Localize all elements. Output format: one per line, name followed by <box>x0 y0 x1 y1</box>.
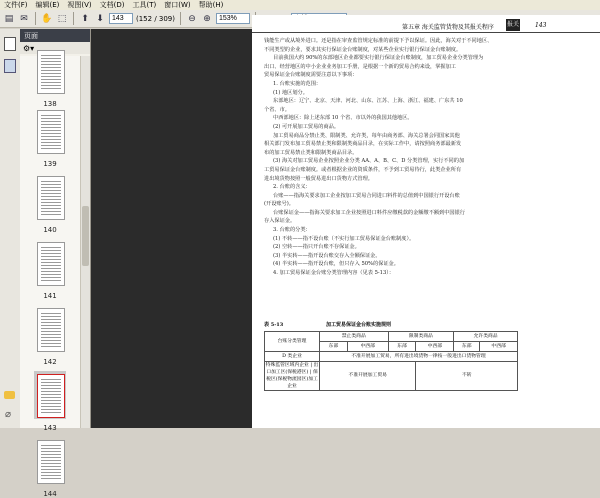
page-thumbnail[interactable] <box>37 374 65 418</box>
col-group: 禁止类商品 <box>320 332 389 342</box>
table-row-head: 台账分类管理 <box>265 332 320 352</box>
body-line: (3) 半实转——指开设台账交存入全额保证金。 <box>273 252 381 259</box>
body-line: 目前我国大约 90%的东部地区企业都要实行银行保证金台账制度，加工贸易企业分类管理为 <box>273 55 484 62</box>
body-line: 钱能生产或从境外进口。还是指在审查监管规定标准的前提下予以保证。因此，海关对于不同地区、 <box>264 38 493 44</box>
row-text: 不准开展加工贸易 <box>320 362 416 391</box>
page-number-input[interactable] <box>109 13 133 24</box>
body-line: 1. 台账实施的范围： <box>273 80 322 87</box>
navigation-strip <box>0 29 21 428</box>
menu-item[interactable]: 帮助(H) <box>198 1 224 9</box>
row-text: 不转 <box>416 362 518 391</box>
pages-panel <box>20 29 91 498</box>
sub-head: 东部 <box>388 342 416 352</box>
page-thumbnail[interactable] <box>37 242 65 286</box>
col-group: 允许类商品 <box>454 332 518 342</box>
body-line: 贸易保证金台账制度需要注意以下事项： <box>264 72 358 79</box>
page-up-icon[interactable]: ⬆ <box>81 13 89 24</box>
menu-item[interactable]: 编辑(E) <box>35 1 60 9</box>
thumbnail-label: 141 <box>43 292 57 300</box>
sub-head: 东部 <box>320 342 348 352</box>
body-line: (开设账号)。 <box>264 201 294 208</box>
body-line: 东部地区：辽宁、北京、天津、河北、山东、江苏、上海、浙江、福建、广东共 10 <box>273 98 463 105</box>
page-header <box>252 18 600 33</box>
zoom-out-icon[interactable]: ⊖ <box>188 13 196 24</box>
email-icon[interactable]: ✉ <box>20 13 28 24</box>
thumbnail-label: 139 <box>43 160 57 168</box>
page-thumbnail[interactable] <box>37 110 65 154</box>
print-icon[interactable]: ▤ <box>4 13 14 24</box>
body-line: 3. 台账的分类： <box>273 227 311 234</box>
ledger-table <box>264 331 518 391</box>
pages-panel-title: 页面 <box>24 31 38 40</box>
body-line: 台账——指海关要求加工企业按加工贸易合同进口料件的总值到中国银行开设台账 <box>273 192 460 199</box>
zoom-input[interactable] <box>216 13 250 24</box>
page-down-icon[interactable]: ⬇ <box>96 13 104 24</box>
body-line: 布的加工贸易禁止类和限制类商品目录。 <box>264 149 358 156</box>
body-line: (4) 半实转——指开设台账，但只存入 50%的保证金。 <box>273 261 399 268</box>
table-title: 加工贸易保证金台账实施规则 <box>326 322 392 328</box>
body-line: 中西部地区：除上述东部 10 个省、市以外的我国其他地区。 <box>273 115 413 122</box>
body-line: 进出境货物按照一般贸易进出口货物方式管理。 <box>264 175 373 182</box>
sub-head: 东部 <box>454 342 480 352</box>
book-logo: 报关 <box>506 19 520 31</box>
paperclip-icon[interactable]: ⌀ <box>5 409 12 420</box>
page-thumbnail[interactable] <box>37 50 65 94</box>
body-line: 存入保证金。 <box>264 218 296 225</box>
body-line: (1) 地区划分。 <box>273 89 308 96</box>
thumbnail-scrollbar[interactable] <box>80 56 90 428</box>
body-line: 加工贸易商品分禁止类、限制类、允许类，每年由商务部、海关总署会同国家其他 <box>273 132 460 139</box>
body-line: (2) 可开展加工贸易的商品。 <box>273 123 340 130</box>
page-count: (152 / 309) <box>136 14 175 23</box>
hand-tool-icon[interactable]: ✋ <box>41 13 53 24</box>
body-line: 不同类型的企业，要求其实行保证金台账制度，对某些企业实行银行保证金台账制度。 <box>264 46 462 53</box>
menu-item[interactable]: 工具(T) <box>132 1 157 9</box>
page-number: 143 <box>535 22 547 29</box>
chapter-title: 第五章 海关监管货物及其报关程序 <box>402 24 494 31</box>
row-label: 特殊监管区域内企业 | 出口加工区(保税港区) | 保税区(保税物流园区)加工企业 <box>265 363 319 389</box>
pages-panel-header <box>20 29 90 42</box>
zoom-in-icon[interactable]: ⊕ <box>203 13 211 24</box>
page-thumbnail[interactable] <box>37 440 65 484</box>
menu-bar <box>0 0 600 10</box>
menu-item[interactable]: 文档(D) <box>99 1 125 9</box>
body-line: (2) 空转——指只开台账不存保证金。 <box>273 244 360 251</box>
thumbnail-label: 138 <box>43 100 57 108</box>
col-group: 限制类商品 <box>388 332 454 342</box>
body-line: 出口、经营地区的中小企业业务加工手册，是根据一个新的贸易合约来设，掌握加工 <box>264 63 456 70</box>
row-label: D 类企业 <box>265 352 320 362</box>
page-thumbnail[interactable] <box>37 308 65 352</box>
page-body <box>264 37 518 278</box>
menu-item[interactable]: 文件(F) <box>4 1 28 9</box>
thumbnail-list <box>20 56 80 498</box>
body-line: 2. 台账的含义： <box>273 184 311 191</box>
table-number: 表 5-13 <box>264 322 284 328</box>
document-page <box>252 15 600 428</box>
body-line: (1) 不转——指不设台账（不实行加工贸易保证金台账制度）。 <box>273 235 415 242</box>
body-line: 相关部门发布加工贸易禁止类和限制类商品目录，在实际工作中，请按照商务部最新发 <box>264 141 462 148</box>
sub-head: 中西部 <box>347 342 388 352</box>
sub-head: 中西部 <box>416 342 454 352</box>
thumbnail-label: 140 <box>43 226 57 234</box>
comments-icon[interactable] <box>4 391 15 399</box>
body-line: (3) 海关对加工贸易企业按照企业分类 AA、A、B、C、D 分类管理，实行不同的加 <box>273 158 465 165</box>
body-line: 工贸易保证金台账制度。或者根据企业的资质条件，不予到工贸易待行，此类企业所有 <box>264 166 462 173</box>
table-caption <box>264 321 518 328</box>
body-line: 个省、市。 <box>264 106 290 113</box>
options-icon[interactable]: ⚙▾ <box>23 43 35 53</box>
sub-head: 中西部 <box>480 342 518 352</box>
thumbnail-label: 143 <box>43 424 57 432</box>
row-text: 不准开展加工贸易，所有进出境货物一律按一般进出口货物管理 <box>320 352 518 362</box>
scrollbar-thumb[interactable] <box>82 206 89 266</box>
pages-icon[interactable] <box>4 37 16 51</box>
thumbnail-label: 142 <box>43 358 57 366</box>
page-thumbnail[interactable] <box>37 176 65 220</box>
body-line: 4. 加工贸易保证金台账分类管理内容（见表 5-13）： <box>273 270 395 277</box>
attachments-icon[interactable] <box>4 59 16 73</box>
thumbnail-label: 144 <box>43 490 57 498</box>
menu-item[interactable]: 视图(V) <box>67 1 92 9</box>
body-line: 台账保证金——指海关要求加工企业按照进口料件应缴税款的金额缴不额到中国银行 <box>273 209 465 216</box>
select-tool-icon[interactable]: ⬚ <box>57 13 67 24</box>
menu-item[interactable]: 窗口(W) <box>164 1 191 9</box>
